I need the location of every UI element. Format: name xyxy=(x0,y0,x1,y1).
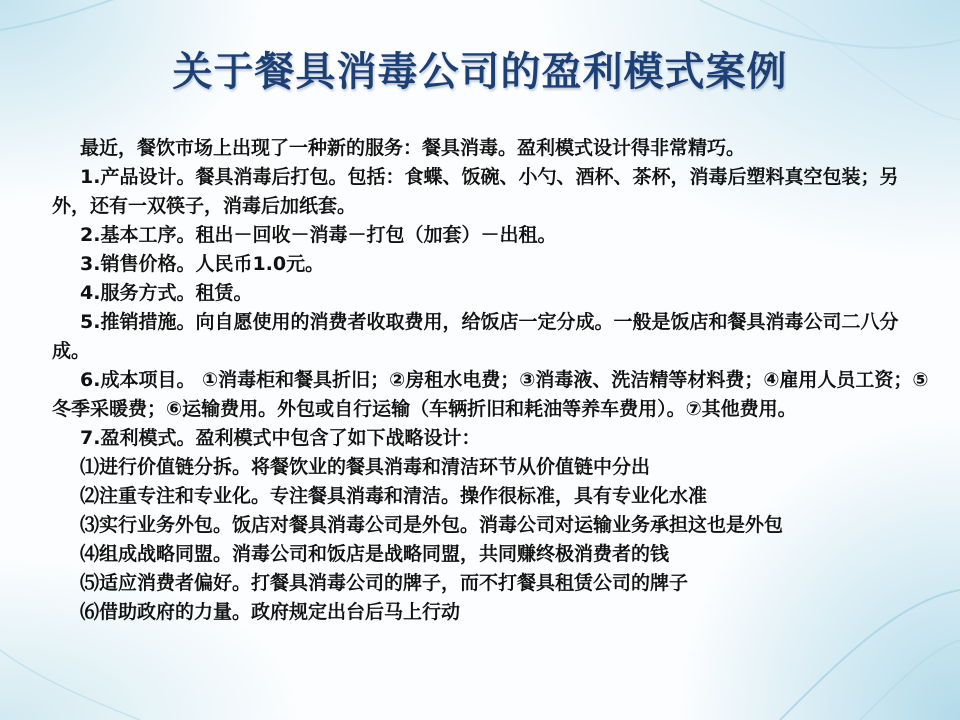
item-sale-price: 3.销售价格。人民币1.0元。 xyxy=(80,253,325,275)
strategy-government: ⑹借助政府的力量。政府规定出台后马上行动 xyxy=(80,601,461,623)
slide-title: 关于餐具消毒公司的盈利模式案例 xyxy=(172,49,788,95)
strategy-consumer-preference: ⑸适应消费者偏好。打餐具消毒公司的牌子，而不打餐具租赁公司的牌子 xyxy=(80,572,689,594)
curve-bottom-right-2 xyxy=(860,640,960,720)
item-service-mode: 4.服务方式。租赁。 xyxy=(80,282,253,304)
item-basic-process: 2.基本工序。租出－回收－消毒－打包（加套）－出租。 xyxy=(80,224,557,246)
item-product-design: 1.产品设计。餐具消毒后打包。包括：食蝶、饭碗、小勺、酒杯、茶杯，消毒后塑料真空包装；另外，还有一双筷子，消毒后加纸套。 xyxy=(52,166,899,217)
strategy-specialization: ⑵注重专注和专业化。专注餐具消毒和清洁。操作很标准，具有专业化水准 xyxy=(80,485,708,507)
content-body xyxy=(52,134,932,627)
item-promotion: 5.推销措施。向自愿使用的消费者收取费用，给饭店一定分成。一般是饭店和餐具消毒公司二八分成。 xyxy=(52,311,899,362)
item-profit-model: 7.盈利模式。盈利模式中包含了如下战略设计： xyxy=(80,427,481,449)
curve-bottom-left xyxy=(0,650,140,720)
strategy-outsourcing: ⑶实行业务外包。饭店对餐具消毒公司是外包。消毒公司对运输业务承担这也是外包 xyxy=(80,514,784,536)
intro-paragraph: 最近，餐饮市场上出现了一种新的服务：餐具消毒。盈利模式设计得非常精巧。 xyxy=(80,137,746,159)
curve-top-left xyxy=(0,0,140,30)
strategy-alliance: ⑷组成战略同盟。消毒公司和饭店是战略同盟，共同赚终极消费者的钱 xyxy=(80,543,670,565)
item-cost: 6.成本项目。 ①消毒柜和餐具折旧；②房租水电费；③消毒液、洗洁精等材料费；④雇用人员工资；⑤冬季采暖费；⑥运输费用。外包或自行运输（车辆折旧和耗油等养车费用）。⑦其他费用。 xyxy=(52,369,929,420)
strategy-value-chain: ⑴进行价值链分拆。将餐饮业的餐具消毒和清洁环节从价值链中分出 xyxy=(80,456,651,478)
